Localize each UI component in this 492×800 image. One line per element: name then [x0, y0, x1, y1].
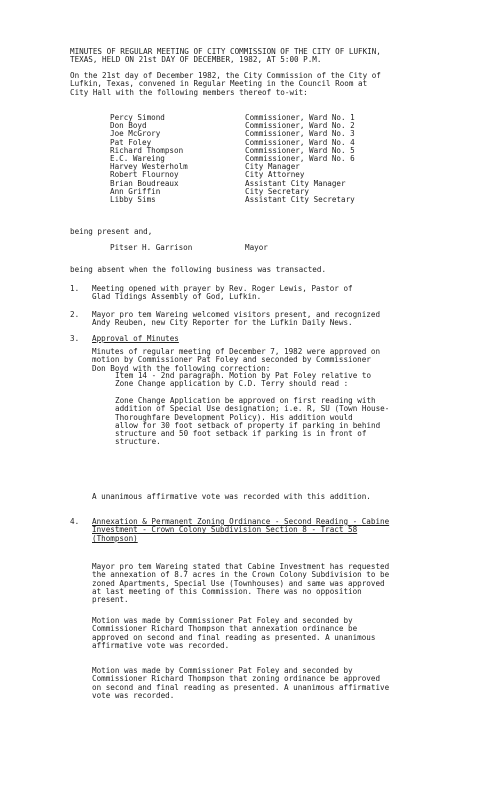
item-heading-line: Annexation & Permanent Zoning Ordinance - Second Reading - Cabine [92, 517, 390, 526]
absent-member-name: Pitser H. Garrison [110, 243, 193, 252]
member-title: City Secretary [245, 186, 310, 196]
intro-line: Lufkin, Texas, convened in Regular Meeting in the Council Room at [70, 79, 368, 89]
paragraph-line: on second and final reading as presented. A unanimous affirmative [92, 682, 390, 692]
paragraph-line: Minutes of regular meeting of December 7, 1982 were approved on [92, 347, 381, 356]
paragraph-line: affirmative vote was recorded. [92, 640, 230, 650]
agenda-item-1 [70, 285, 466, 302]
present-line: being present and, [70, 227, 153, 236]
paragraph-line: the annexation of 8.7 acres in the Crown Colony Subdivision to be [92, 570, 390, 580]
quote-line: Zone Change application by C.D. Terry should read : [115, 379, 349, 389]
item-number: 1. [70, 284, 80, 293]
paragraph-line: Motion was made by Commissioner Pat Foley and seconded by [92, 616, 353, 625]
item-heading: Approval of Minutes [92, 334, 179, 343]
member-title: City Attorney [245, 170, 305, 180]
quote-line: allow for 30 foot setback of property if parking in behind [115, 420, 381, 430]
title-line: MINUTES OF REGULAR MEETING OF CITY COMMISSION OF THE CITY OF LUFKIN, [70, 47, 381, 56]
member-title: Assistant City Manager [245, 178, 346, 188]
member-title: Commissioner, Ward No. 1 [245, 113, 355, 122]
item-line: Glad Tidings Assembly of God, Lufkin. [92, 292, 262, 302]
paragraph-line: approved on second and final reading as presented. A unanimous [92, 632, 376, 642]
quote-line: structure and 50 foot setback if parking is in front of [115, 429, 367, 439]
intro-paragraph [70, 72, 466, 97]
member-title: City Manager [245, 162, 300, 172]
member-name: Ann Griffin [110, 186, 161, 196]
quote-line: Zone Change Application be approved on first reading with [115, 396, 376, 405]
agenda-item-2 [70, 311, 466, 328]
minutes-approval-paragraph [92, 348, 468, 373]
paragraph-line: vote was recorded. [92, 690, 175, 700]
member-title: Commissioner, Ward No. 2 [245, 121, 355, 131]
member-name: Percy Simond [110, 113, 165, 122]
member-title: Commissioner, Ward No. 3 [245, 129, 355, 139]
quote-line: Item 14 - 2nd paragraph. Motion by Pat Foley relative to [115, 371, 372, 380]
member-name: Richard Thompson [110, 145, 184, 155]
absent-member-row [110, 244, 440, 252]
member-title: Commissioner, Ward No. 5 [245, 145, 355, 155]
paragraph-line: present. [92, 595, 129, 605]
paragraph-line: Don Boyd with the following correction: [92, 363, 271, 373]
member-title: Commissioner, Ward No. 4 [245, 137, 355, 147]
absent-member-title: Mayor [245, 243, 268, 252]
member-name: Robert Flournoy [110, 170, 179, 180]
item-number: 2. [70, 310, 80, 319]
quote-line: Thoroughfare Development Policy). His addition would [115, 412, 353, 422]
item-number: 3. [70, 334, 80, 343]
paragraph-line: Mayor pro tem Wareing stated that Cabine Investment has requested [92, 562, 390, 571]
member-title: Assistant City Secretary [245, 194, 355, 204]
member-name: Brian Boudreaux [110, 178, 179, 188]
item-line: Mayor pro tem Wareing welcomed visitors present, and recognized [92, 310, 381, 319]
annexation-paragraph [92, 563, 468, 604]
paragraph-line: at last meeting of this Commission. There was no opposition [92, 586, 362, 596]
member-name: Don Boyd [110, 121, 147, 131]
paragraph-line: Commissioner Richard Thompson that annexation ordinance be [92, 624, 358, 634]
paragraph-line: zoned Apartments, Special Use (Townhouses) and same was approved [92, 578, 385, 588]
quote-line: addition of Special Use designation; i.e. R, SU (Town House- [115, 404, 390, 414]
intro-line: On the 21st day of December 1982, the City Commission of the City of [70, 71, 381, 80]
absent-line: being absent when the following business was transacted. [70, 265, 327, 274]
annexation-motion-paragraph [92, 617, 468, 650]
members-roster [110, 114, 440, 204]
member-name: E.C. Wareing [110, 153, 165, 163]
correction-quote-text [115, 397, 465, 447]
member-row [110, 196, 440, 204]
member-name: Pat Foley [110, 137, 152, 147]
paragraph-line: Motion was made by Commissioner Pat Foley and seconded by [92, 666, 353, 675]
zoning-motion-paragraph [92, 667, 468, 700]
correction-quote-intro [115, 372, 465, 389]
member-title: Commissioner, Ward No. 6 [245, 153, 355, 163]
paragraph-line: motion by Commissioner Pat Foley and seconded by Commissioner [92, 355, 371, 365]
agenda-item-3 [70, 335, 466, 343]
intro-line: City Hall with the following members thereof to-wit: [70, 87, 308, 97]
vote-line: A unanimous affirmative vote was recorded with this addition. [92, 492, 371, 501]
minutes-title [70, 48, 466, 65]
member-name: Joe McGrory [110, 129, 161, 139]
paragraph-line: Commissioner Richard Thompson that zoning ordinance be approved [92, 674, 381, 684]
title-line: TEXAS, HELD ON 21st DAY OF DECEMBER, 1982, AT 5:00 P.M. [70, 55, 322, 65]
quote-line: structure. [115, 437, 161, 447]
item-line: Meeting opened with prayer by Rev. Roger Lewis, Pastor of [92, 284, 353, 293]
item-line: Andy Reuben, new City Reporter for the Lufkin Daily News. [92, 318, 353, 328]
item-heading-line: Investment - Crown Colony Subdivision Section 8 - Tract 58 [92, 525, 358, 535]
item-heading-line: (Thompson) [92, 533, 138, 543]
item-number: 4. [70, 517, 80, 526]
agenda-item-4 [70, 518, 466, 543]
member-name: Harvey Westerholm [110, 162, 188, 172]
member-name: Libby Sims [110, 194, 156, 204]
